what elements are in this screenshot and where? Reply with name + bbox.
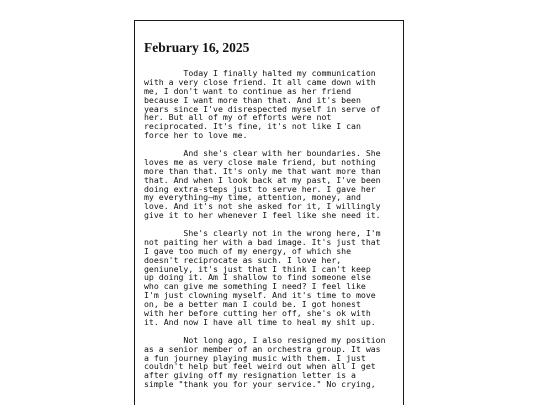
paragraph-line: She's clearly not in the wrong here, I'm — [144, 228, 381, 239]
paragraph-line: give it to her whenever I feel like she need it. — [144, 210, 381, 221]
paragraph-line: reciprocated. It's fine, it's not like I can — [144, 121, 361, 132]
paragraph-line: up doing it. Am I shallow to find someone else — [144, 272, 371, 283]
paragraph-line: as a senior member of an orchestra group. It was — [144, 343, 381, 354]
entry-body — [144, 69, 402, 398]
paragraph-line: geniunely, it's just that I think I can't keep — [144, 263, 371, 274]
paragraph-line: Not long ago, I also resigned my position — [144, 334, 386, 345]
paragraph-line: because I want more than that. And it's been — [144, 94, 361, 105]
paragraph-line: force her to love me. — [144, 130, 248, 141]
paragraph-line: me, I don't want to continue as her friend — [144, 85, 352, 96]
document-page — [134, 20, 404, 405]
paragraph-line: Today I finally halted my communication — [144, 68, 376, 78]
paragraph-line: I'm just clowning myself. And it's time to move — [144, 290, 376, 301]
entry-paragraph — [144, 229, 402, 327]
paragraph-line: I gave too much of my energy, of which she — [144, 245, 352, 256]
paragraph-line: a fun journey playing music with them. I just — [144, 352, 366, 363]
paragraph-line: not paiting her with a bad image. It's just that — [144, 236, 381, 247]
paragraph-line: love. And it's not she asked for it, I willingly — [144, 201, 381, 212]
paragraph-line: more than that. It's only me that want more than — [144, 165, 381, 176]
paragraph-line: it. And now I have all time to heal my shit up. — [144, 316, 376, 327]
paragraph-line: with a very close friend. It all came down with — [144, 76, 376, 87]
paragraph-line: loves me as very close male friend, but nothing — [144, 156, 376, 167]
paragraph-line: doing extra-steps just to serve her. I gave her — [144, 183, 376, 194]
paragraph-line: her. But all of my of efforts were not — [144, 112, 332, 123]
paragraph-line: doesn't reciprocate as such. I love her, — [144, 254, 342, 265]
paragraph-line: after giving off my resignation letter is a — [144, 370, 356, 381]
paragraph-line: simple "thank you for your service." No crying, — [144, 379, 376, 390]
paragraph-line: And she's clear with her boundaries. She — [144, 148, 381, 159]
paragraph-line: couldn't help but feel weird out when all I get — [144, 361, 376, 372]
entry-date: February 16, 2025 — [144, 40, 250, 55]
entry-paragraph — [144, 69, 402, 140]
paragraph-line: years since I've disrespected myself in serve of — [144, 103, 381, 114]
entry-paragraph — [144, 336, 402, 389]
paragraph-line: on, be a better man I could be. I got honest — [144, 299, 361, 310]
paragraph-line: with her before cutting her off, she's ok with — [144, 308, 371, 319]
paragraph-line: my everything—my time, attention, money, and — [144, 192, 361, 203]
entry-paragraph — [144, 149, 402, 220]
paragraph-line: who can give me something I need? I feel like — [144, 281, 366, 292]
paragraph-line: that. And when I look back at my past, I've been — [144, 174, 381, 185]
